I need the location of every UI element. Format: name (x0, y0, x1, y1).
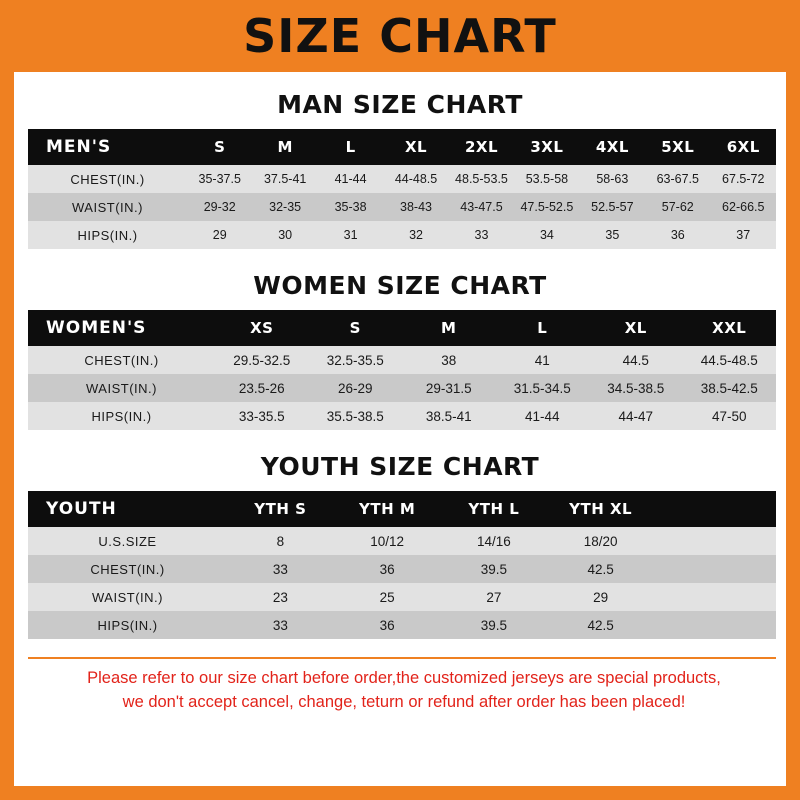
table-row (28, 555, 776, 583)
women-section-title: WOMEN SIZE CHART (253, 271, 547, 300)
women-hips-m: 38.5-41 (402, 402, 496, 430)
table-row (28, 374, 776, 402)
table-row (28, 611, 776, 639)
men-waist-2xl: 43-47.5 (449, 193, 514, 221)
men-chest-4xl: 58-63 (580, 165, 645, 193)
men-chest-2xl: 48.5-53.5 (449, 165, 514, 193)
women-size-table (28, 310, 776, 430)
table-header-row (28, 310, 776, 346)
men-col-3xl: 3XL (514, 129, 579, 165)
men-waist-s: 29-32 (187, 193, 252, 221)
women-chest-m: 38 (402, 346, 496, 374)
youth-waist-label: WAIST(IN.) (28, 583, 227, 611)
note-divider (28, 657, 776, 659)
youth-size-table (28, 491, 776, 639)
women-chest-xs: 29.5-32.5 (215, 346, 309, 374)
men-waist-label: WAIST(IN.) (28, 193, 187, 221)
women-waist-s: 26-29 (309, 374, 403, 402)
women-col-s: S (309, 310, 403, 346)
youth-section-title: YOUTH SIZE CHART (260, 452, 540, 481)
women-chest-label: CHEST(IN.) (28, 346, 215, 374)
youth-ussize-m: 10/12 (334, 527, 441, 555)
men-hips-label: HIPS(IN.) (28, 221, 187, 249)
men-waist-m: 32-35 (252, 193, 317, 221)
men-col-5xl: 5XL (645, 129, 710, 165)
women-waist-xl: 34.5-38.5 (589, 374, 683, 402)
youth-chest-l: 39.5 (441, 555, 548, 583)
youth-waist-l: 27 (441, 583, 548, 611)
men-hips-2xl: 33 (449, 221, 514, 249)
youth-hips-spacer (654, 611, 776, 639)
youth-waist-spacer (654, 583, 776, 611)
order-policy-note (28, 667, 780, 715)
men-hips-5xl: 36 (645, 221, 710, 249)
women-hips-xs: 33-35.5 (215, 402, 309, 430)
men-col-m: M (252, 129, 317, 165)
men-hips-6xl: 37 (711, 221, 777, 249)
men-col-2xl: 2XL (449, 129, 514, 165)
table-header-row (28, 491, 776, 527)
women-hips-s: 35.5-38.5 (309, 402, 403, 430)
men-col-s: S (187, 129, 252, 165)
youth-chest-s: 33 (227, 555, 334, 583)
men-chest-6xl: 67.5-72 (711, 165, 777, 193)
youth-ussize-spacer (654, 527, 776, 555)
youth-col-xl: YTH XL (547, 491, 654, 527)
table-row (28, 165, 776, 193)
page-title: SIZE CHART (243, 9, 557, 63)
youth-col-m: YTH M (334, 491, 441, 527)
men-col-xl: XL (383, 129, 448, 165)
women-hips-label: HIPS(IN.) (28, 402, 215, 430)
women-chest-s: 32.5-35.5 (309, 346, 403, 374)
youth-col-s: YTH S (227, 491, 334, 527)
youth-hips-l: 39.5 (441, 611, 548, 639)
chart-content (14, 90, 786, 715)
men-hips-4xl: 35 (580, 221, 645, 249)
men-chest-s: 35-37.5 (187, 165, 252, 193)
youth-row-label-header: YOUTH (28, 491, 227, 527)
table-row (28, 221, 776, 249)
youth-waist-m: 25 (334, 583, 441, 611)
men-section-title: MAN SIZE CHART (277, 90, 523, 119)
men-size-table (28, 129, 776, 249)
table-row (28, 583, 776, 611)
youth-chest-spacer (654, 555, 776, 583)
men-hips-m: 30 (252, 221, 317, 249)
men-chest-xl: 44-48.5 (383, 165, 448, 193)
women-chest-xxl: 44.5-48.5 (683, 346, 777, 374)
women-col-xs: XS (215, 310, 309, 346)
table-row (28, 402, 776, 430)
men-waist-6xl: 62-66.5 (711, 193, 777, 221)
men-col-l: L (318, 129, 383, 165)
youth-waist-xl: 29 (547, 583, 654, 611)
men-hips-xl: 32 (383, 221, 448, 249)
women-hips-xl: 44-47 (589, 402, 683, 430)
men-hips-l: 31 (318, 221, 383, 249)
men-waist-3xl: 47.5-52.5 (514, 193, 579, 221)
table-row (28, 193, 776, 221)
youth-col-spacer (654, 491, 776, 527)
order-policy-note-line2: we don't accept cancel, change, teturn or refund after order has been placed! (122, 692, 686, 711)
men-waist-l: 35-38 (318, 193, 383, 221)
order-policy-note-line1: Please refer to our size chart before order,the customized jerseys are special products, (87, 669, 721, 687)
women-waist-xxl: 38.5-42.5 (683, 374, 777, 402)
youth-chest-label: CHEST(IN.) (28, 555, 227, 583)
men-hips-s: 29 (187, 221, 252, 249)
men-hips-3xl: 34 (514, 221, 579, 249)
men-waist-5xl: 57-62 (645, 193, 710, 221)
men-waist-4xl: 52.5-57 (580, 193, 645, 221)
women-chest-xl: 44.5 (589, 346, 683, 374)
youth-chest-xl: 42.5 (547, 555, 654, 583)
women-chest-l: 41 (496, 346, 590, 374)
women-col-m: M (402, 310, 496, 346)
table-header-row (28, 129, 776, 165)
women-hips-xxl: 47-50 (683, 402, 777, 430)
women-waist-xs: 23.5-26 (215, 374, 309, 402)
women-col-xxl: XXL (683, 310, 777, 346)
youth-chest-m: 36 (334, 555, 441, 583)
women-waist-label: WAIST(IN.) (28, 374, 215, 402)
youth-ussize-l: 14/16 (441, 527, 548, 555)
men-col-4xl: 4XL (580, 129, 645, 165)
youth-ussize-label: U.S.SIZE (28, 527, 227, 555)
men-col-6xl: 6XL (711, 129, 777, 165)
youth-col-l: YTH L (441, 491, 548, 527)
men-waist-xl: 38-43 (383, 193, 448, 221)
women-waist-m: 29-31.5 (402, 374, 496, 402)
youth-waist-s: 23 (227, 583, 334, 611)
youth-hips-s: 33 (227, 611, 334, 639)
men-chest-5xl: 63-67.5 (645, 165, 710, 193)
men-chest-label: CHEST(IN.) (28, 165, 187, 193)
women-hips-l: 41-44 (496, 402, 590, 430)
header-banner (0, 0, 800, 72)
youth-hips-m: 36 (334, 611, 441, 639)
women-waist-l: 31.5-34.5 (496, 374, 590, 402)
youth-ussize-s: 8 (227, 527, 334, 555)
table-row (28, 346, 776, 374)
men-row-label-header: MEN'S (28, 129, 187, 165)
women-row-label-header: WOMEN'S (28, 310, 215, 346)
women-col-xl: XL (589, 310, 683, 346)
table-row (28, 527, 776, 555)
footer-banner (14, 786, 800, 800)
men-chest-3xl: 53.5-58 (514, 165, 579, 193)
men-chest-m: 37.5-41 (252, 165, 317, 193)
men-chest-l: 41-44 (318, 165, 383, 193)
youth-hips-label: HIPS(IN.) (28, 611, 227, 639)
youth-ussize-xl: 18/20 (547, 527, 654, 555)
youth-hips-xl: 42.5 (547, 611, 654, 639)
women-col-l: L (496, 310, 590, 346)
